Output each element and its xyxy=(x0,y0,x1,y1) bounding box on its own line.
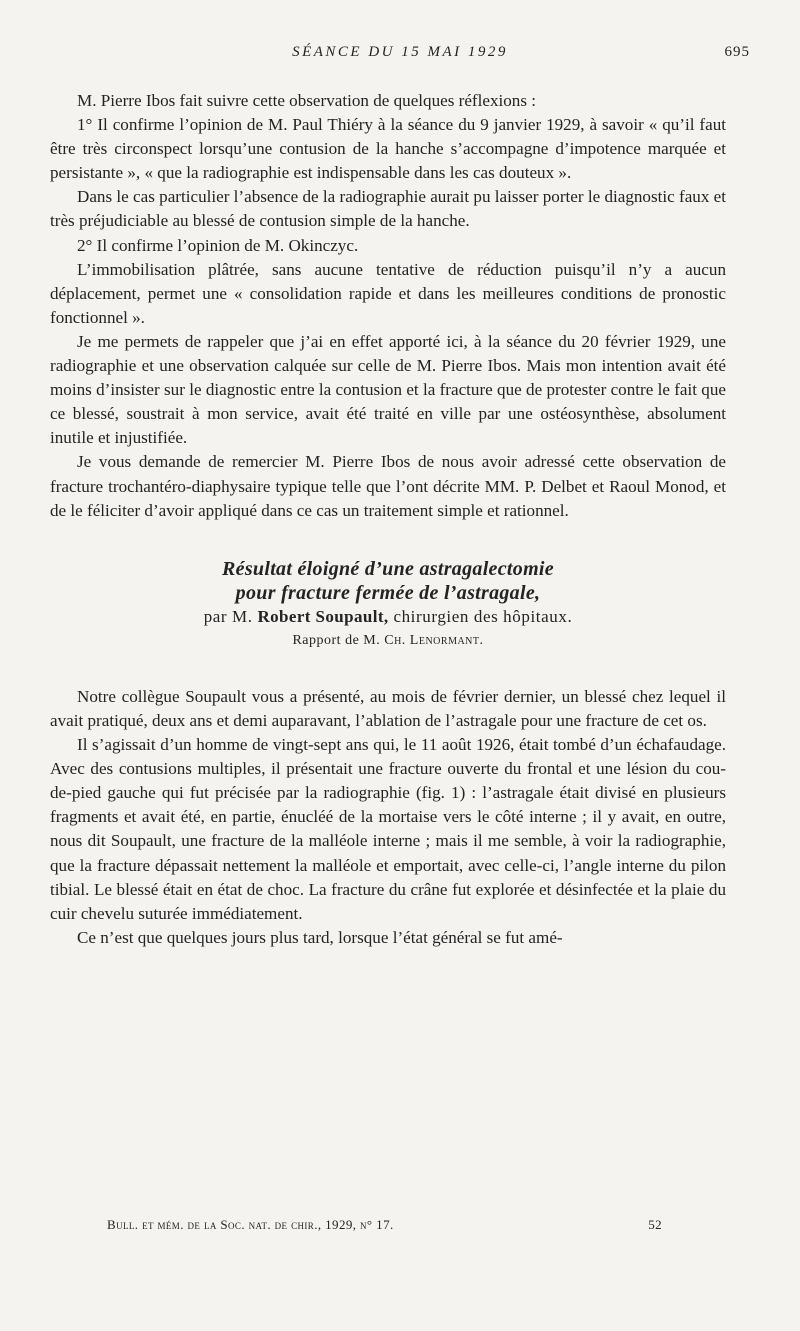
paragraph: Notre collègue Soupault vous a présenté, au mois de février dernier, un blessé chez lequel il avait pratiqué, deux ans et demi auparavant, l’ablation de l’astragale pour une fracture de cet os. xyxy=(50,686,726,730)
paragraph: Je me permets de rappeler que j’ai en effet apporté ici, à la séance du 20 février 1929, une radiographie et une observation calquée sur celle de M. Pierre Ibos. Mais mon intention avait été moins d’insister sur le diagnostic entre la contusion et la fracture que de protester contre le fait que ce blessé, soustrait à mon service, avait été traité en ville par une ostéosynthèse, absolument inutile et injustifiée. xyxy=(50,331,726,448)
spacer xyxy=(50,653,726,685)
byline-prefix: par M. xyxy=(203,606,253,626)
paragraph: L’immobilisation plâtrée, sans aucune tentative de réduction puisqu’il n’y a aucun déplacement, permet une « consolidation rapide et dans les meilleures conditions de pronostic fonctionnel ». xyxy=(50,259,726,327)
article-heading xyxy=(50,557,726,653)
page-footer xyxy=(107,1217,662,1233)
paragraph: Je vous demande de remercier M. Pierre Ibos de nous avoir adressé cette observation de fracture trochantéro-diaphysaire typique telle que l’ont décrite MM. P. Delbet et Raoul Monod, et de le féliciter d’avoir appliqué dans ce cas un traitement simple et rationnel. xyxy=(50,452,726,520)
byline xyxy=(50,605,726,629)
journal-citation: Bull. et mém. de la Soc. nat. de chir., 1929, n° 17. xyxy=(107,1217,394,1232)
paragraph: Dans le cas particulier l’absence de la radiographie aurait pu laisser porter le diagnostic faux et très préjudiciable au blessé de contusion simple de la hanche. xyxy=(50,187,726,231)
page-header xyxy=(50,44,750,68)
paragraph: M. Pierre Ibos fait suivre cette observation de quelques réflexions : xyxy=(77,91,537,110)
page-number: 695 xyxy=(724,44,750,60)
rapport-prefix: Rapport de M. xyxy=(292,632,381,648)
paragraph: Ce n’est que quelques jours plus tard, lorsque l’état général se fut amé- xyxy=(77,927,563,947)
paragraph: Il s’agissait d’un homme de vingt-sept ans qui, le 11 août 1926, était tombé d’un échafaudage. Avec des contusions multiples, il présentait une fracture ouverte du frontal et une lésion du cou-de-pied gauche qui fut précisée par la radiographie (fig. 1) : l’astragale était divisé en plusieurs fragments et avait été, en partie, énucléé de la mortaise vers le côté interne ; il y avait, en outre, nous dit Soupault, une fracture de la malléole interne ; mais il me semble, à voir la radiographie, que la fracture dépassait nettement la malléole et emportait, avec celle-ci, l’angle interne du pilon tibial. Le blessé était en état de choc. La fracture du crâne fut explorée et désinfectée et la plaie du cuir chevelu suturée immédiatement. xyxy=(50,735,726,923)
byline-suffix: chirurgien des hôpitaux. xyxy=(393,606,573,626)
body-text xyxy=(50,89,726,950)
paragraph: 1° Il confirme l’opinion de M. Paul Thiéry à la séance du 9 janvier 1929, à savoir « qu’il faut être très circonspect lorsqu’une contusion de la hanche s’accompagne d’impotence marquée et persistante », « que la radiographie est indispensable dans les cas douteux ». xyxy=(50,115,726,183)
paragraph: 2° Il confirme l’opinion de M. Okinczyc. xyxy=(77,235,359,255)
author-name: Robert Soupault, xyxy=(257,606,389,626)
running-title: SÉANCE DU 15 MAI 1929 xyxy=(292,44,508,60)
article-title-line: pour fracture fermée de l’astragale, xyxy=(235,581,541,604)
article-title-line: Résultat éloigné d’une astragalectomie xyxy=(222,557,554,580)
rapport-line xyxy=(50,629,726,653)
sheet-number: 52 xyxy=(648,1217,662,1232)
rapporteur-name: Ch. Lenormant. xyxy=(384,632,484,648)
